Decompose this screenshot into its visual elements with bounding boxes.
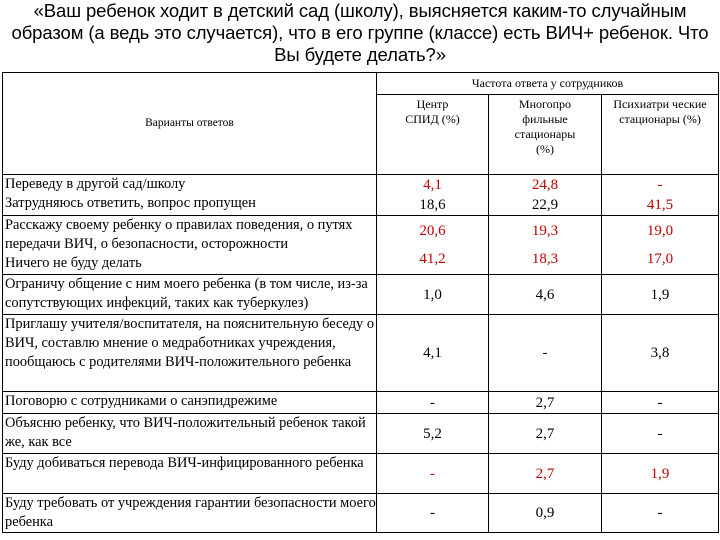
- value-cell: 2,7: [489, 414, 602, 454]
- value-cell: [489, 216, 602, 275]
- slide-title: «Ваш ребенок ходит в детский сад (школу), выясняется каким-то случайным образом (а ведь это случается), что в его группе (классе) есть ВИЧ+ ребенок. Что Вы будете делать?»: [11, 0, 709, 65]
- value-text: 17,0: [646, 251, 674, 267]
- answer-option-text: Переведу в другой сад/школу: [5, 176, 186, 192]
- value-cell: [377, 216, 489, 275]
- value-cell: [602, 175, 719, 216]
- value-cell: [602, 216, 719, 275]
- options-header: Варианты ответов: [3, 73, 377, 175]
- answer-option-text: Затрудняюсь ответить, вопрос пропущен: [5, 195, 256, 211]
- value-cell: 1,9: [602, 275, 719, 315]
- value-text: 20,6: [419, 223, 446, 239]
- value-cell: -: [489, 315, 602, 392]
- value-cell: 1,0: [377, 275, 489, 315]
- answer-option: Буду добиваться перевода ВИЧ-инфицированного ребенка: [3, 454, 377, 494]
- answer-option: Приглашу учителя/воспитателя, на пояснительную беседу о ВИЧ, составлю мнение о медработниках учреждения, пообщаюсь с родителями ВИЧ-положительного ребенка: [3, 315, 377, 392]
- value-text: 41,2: [419, 251, 446, 267]
- answer-option-text: Ничего не буду делать: [5, 255, 142, 271]
- value-text: 4,1: [423, 177, 442, 193]
- value-text: 24,8: [531, 177, 559, 193]
- value-cell: 4,6: [489, 275, 602, 315]
- survey-table: [2, 72, 719, 533]
- value-cell: 5,2: [377, 414, 489, 454]
- value-cell: -: [602, 392, 719, 414]
- value-cell: -: [377, 494, 489, 533]
- answer-option: Поговорю с сотрудниками о санэпидрежиме: [3, 392, 377, 414]
- col-header-aids-center: Центр СПИД (%): [377, 95, 489, 175]
- value-cell: -: [377, 454, 489, 494]
- value-text: 19,0: [646, 223, 674, 239]
- value-cell: 3,8: [602, 315, 719, 392]
- answer-option: [3, 216, 377, 275]
- answer-option: Объясню ребенку, что ВИЧ-положительный ребенок такой же, как все: [3, 414, 377, 454]
- value-cell: -: [377, 392, 489, 414]
- col-header-general-hospitals: Многопро фильные стационары (%): [489, 95, 602, 175]
- value-text: 18,6: [419, 197, 446, 213]
- value-cell: [489, 175, 602, 216]
- col-header-psychiatric-hospitals: Психиатри ческие стационары (%): [602, 95, 719, 175]
- answer-option: Ограничу общение с ним моего ребенка (в том числе, из-за сопутствующих инфекций, таких как туберкулез): [3, 275, 377, 315]
- value-cell: 2,7: [489, 454, 602, 494]
- value-cell: 2,7: [489, 392, 602, 414]
- value-text: 18,3: [531, 251, 559, 267]
- value-cell: -: [602, 414, 719, 454]
- value-cell: 1,9: [602, 454, 719, 494]
- answer-option-text: Расскажу своему ребенку о правилах поведения, о путях передачи ВИЧ, о безопасности, осторожности: [5, 217, 353, 252]
- answer-option: [3, 175, 377, 216]
- value-text: 22,9: [531, 197, 559, 213]
- frequency-header: Частота ответа у сотрудников: [377, 73, 719, 95]
- answer-option: Буду требовать от учреждения гарантии безопасности моего ребенка: [3, 494, 377, 533]
- value-text: 41,5: [646, 197, 674, 213]
- value-text: 19,3: [531, 223, 559, 239]
- value-cell: -: [602, 494, 719, 533]
- value-text: -: [657, 177, 663, 193]
- value-cell: [377, 175, 489, 216]
- value-cell: 4,1: [377, 315, 489, 392]
- value-cell: 0,9: [489, 494, 602, 533]
